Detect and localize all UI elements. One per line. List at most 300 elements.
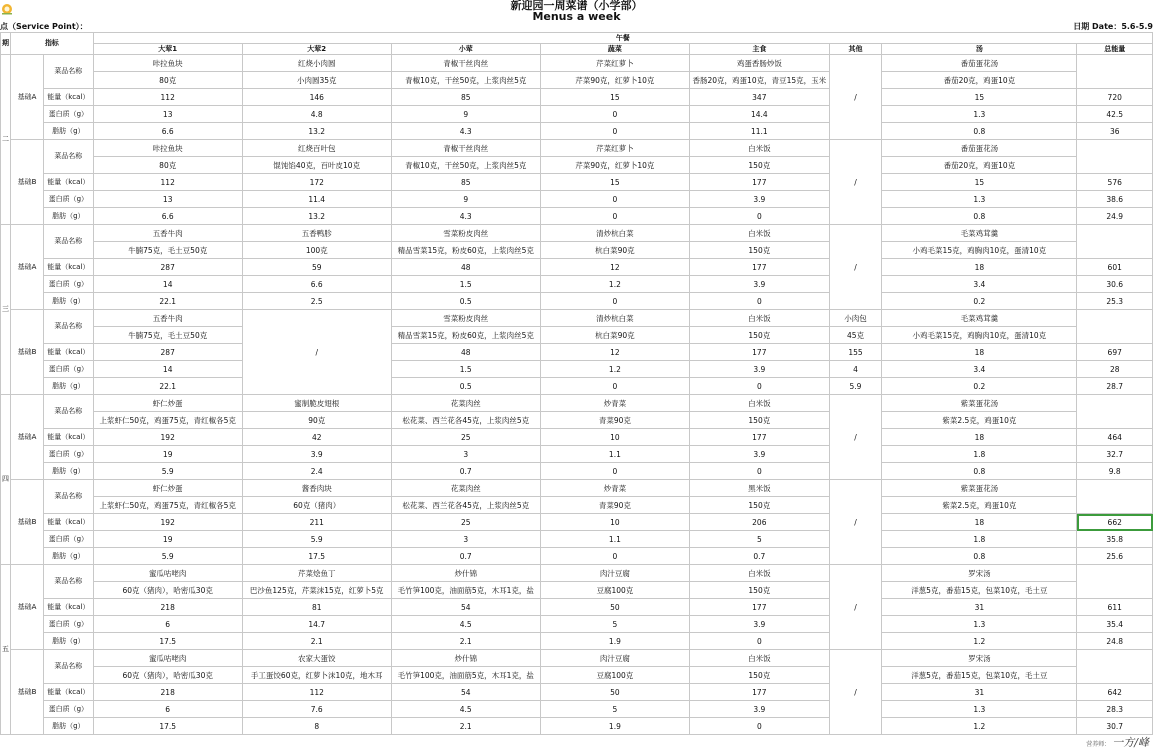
fat-value: 1.9 — [540, 718, 689, 735]
protein-value: 3 — [391, 446, 540, 463]
dish-name: 红烧小肉圆 — [242, 55, 391, 72]
dish-ingredients: 青菜90克 — [540, 497, 689, 514]
total-fat-value: 24.8 — [1077, 633, 1153, 650]
day-header: 期 — [1, 33, 11, 55]
fat-value: 0 — [540, 463, 689, 480]
menu-row-names — [1, 395, 1153, 412]
protein-label: 蛋白质（g） — [44, 361, 94, 378]
total-protein-value: 35.8 — [1077, 531, 1153, 548]
fat-value: 2.4 — [242, 463, 391, 480]
dish-name: 虾仁炒蛋 — [93, 480, 242, 497]
dish-name: 蜜瓜咕咾肉 — [93, 565, 242, 582]
energy-value: 10 — [540, 429, 689, 446]
protein-value: 1.2 — [540, 276, 689, 293]
total-fat-value: 25.3 — [1077, 293, 1153, 310]
total-fat-value: 25.6 — [1077, 548, 1153, 565]
fat-value: 5.9 — [93, 463, 242, 480]
dish-name: 鸡蛋香肠炒饭 — [689, 55, 829, 72]
total-energy-value: 601 — [1077, 259, 1153, 276]
total-blank — [1077, 565, 1153, 599]
dish-name: 紫菜蛋花汤 — [882, 480, 1077, 497]
protein-value: 0 — [540, 106, 689, 123]
day-cell: 四 — [1, 395, 11, 565]
indicator-header: 指标 — [11, 33, 94, 55]
menu-row-names — [1, 650, 1153, 667]
menu-row-names — [1, 140, 1153, 157]
dish-ingredients: 150克 — [689, 412, 829, 429]
protein-label: 蛋白质（g） — [44, 531, 94, 548]
fat-value: 0.8 — [882, 123, 1077, 140]
dish-ingredients: 香肠20克，鸡蛋10克，青豆15克，玉米 — [689, 72, 829, 89]
menu-row-ingredients — [1, 242, 1153, 259]
total-fat-value: 9.8 — [1077, 463, 1153, 480]
dish-name: 酱香肉块 — [242, 480, 391, 497]
fat-label: 脂肪（g） — [44, 123, 94, 140]
dish-name: 罗宋汤 — [882, 650, 1077, 667]
lunch-header: 午餐 — [93, 33, 1152, 44]
day-cell: 三 — [1, 225, 11, 395]
fat-value: 5.9 — [829, 378, 882, 395]
energy-value: 218 — [93, 684, 242, 701]
protein-value: 3.4 — [882, 361, 1077, 378]
menu-row-energy — [1, 514, 1153, 531]
group-cell: 基础B — [11, 480, 44, 565]
dish-name: 毛菜鸡茸羹 — [882, 225, 1077, 242]
dish-name: 番茄蛋花汤 — [882, 55, 1077, 72]
total-protein-value: 35.4 — [1077, 616, 1153, 633]
energy-value: 112 — [242, 684, 391, 701]
other-slash: / — [829, 395, 882, 480]
total-protein-value: 28 — [1077, 361, 1153, 378]
dish-name: 五香牛肉 — [93, 225, 242, 242]
group-cell: 基础B — [11, 650, 44, 735]
dish-ingredients: 150克 — [689, 242, 829, 259]
dish-name: 芹菜红萝卜 — [540, 140, 689, 157]
menu-row-names — [1, 310, 1153, 327]
energy-value: 50 — [540, 684, 689, 701]
dish-ingredients: 芹菜90克，红萝卜10克 — [540, 72, 689, 89]
fat-label: 脂肪（g） — [44, 633, 94, 650]
dish-name: 咔拉鱼块 — [93, 140, 242, 157]
menu-row-energy — [1, 599, 1153, 616]
menu-row-energy — [1, 89, 1153, 106]
energy-value: 192 — [93, 514, 242, 531]
protein-value: 14.4 — [689, 106, 829, 123]
energy-value: 31 — [882, 599, 1077, 616]
col-small: 小荤 — [391, 44, 540, 55]
fat-value: 13.2 — [242, 123, 391, 140]
fat-value: 22.1 — [93, 378, 242, 395]
energy-value: 146 — [242, 89, 391, 106]
energy-value: 81 — [242, 599, 391, 616]
protein-label: 蛋白质（g） — [44, 276, 94, 293]
name-label: 菜品名称 — [44, 650, 94, 684]
protein-value: 5.9 — [242, 531, 391, 548]
menu-row-protein — [1, 106, 1153, 123]
fat-value: 2.1 — [391, 718, 540, 735]
fat-value: 17.5 — [93, 718, 242, 735]
dish-name: 白米饭 — [689, 395, 829, 412]
group-cell: 基础B — [11, 140, 44, 225]
fat-value: 8 — [242, 718, 391, 735]
energy-value: 18 — [882, 259, 1077, 276]
dish-ingredients: 毛竹笋100克，油面筋5克，木耳1克，盐 — [391, 667, 540, 684]
energy-value: 25 — [391, 429, 540, 446]
dish-name: 炒青菜 — [540, 480, 689, 497]
fat-value: 6.6 — [93, 208, 242, 225]
name-label: 菜品名称 — [44, 225, 94, 259]
dish-name: 雪菜粉皮肉丝 — [391, 310, 540, 327]
energy-value: 112 — [93, 89, 242, 106]
energy-label: 能量（kcal） — [44, 259, 94, 276]
dish-ingredients: 小肉圆35克 — [242, 72, 391, 89]
dish-ingredients: 上浆虾仁50克，鸡蛋75克，青红椒各5克 — [93, 497, 242, 514]
other-slash: / — [829, 650, 882, 735]
dish-ingredients: 松花菜、西兰花各45克，上浆肉丝5克 — [391, 497, 540, 514]
name-label: 菜品名称 — [44, 395, 94, 429]
menu-row-fat — [1, 208, 1153, 225]
protein-value: 3.4 — [882, 276, 1077, 293]
protein-value: 1.3 — [882, 701, 1077, 718]
protein-label: 蛋白质（g） — [44, 446, 94, 463]
fat-label: 脂肪（g） — [44, 548, 94, 565]
protein-value: 3 — [391, 531, 540, 548]
protein-value: 7.6 — [242, 701, 391, 718]
energy-value: 177 — [689, 174, 829, 191]
protein-value: 1.8 — [882, 446, 1077, 463]
protein-value: 3.9 — [689, 616, 829, 633]
fat-value: 0.7 — [391, 548, 540, 565]
dish-ingredients: 手工蛋饺60克，红萝卜沫10克，地木耳 — [242, 667, 391, 684]
dish-name: 肉汁豆腐 — [540, 650, 689, 667]
signature: 一方/峰 — [1112, 736, 1149, 749]
name-label: 菜品名称 — [44, 480, 94, 514]
dish-ingredients: 150克 — [689, 667, 829, 684]
fat-value: 0 — [540, 548, 689, 565]
name-label: 菜品名称 — [44, 310, 94, 344]
fat-label: 脂肪（g） — [44, 293, 94, 310]
fat-value: 17.5 — [93, 633, 242, 650]
energy-value: 177 — [689, 429, 829, 446]
protein-value: 5 — [689, 531, 829, 548]
total-fat-value: 24.9 — [1077, 208, 1153, 225]
protein-value: 1.5 — [391, 361, 540, 378]
dish-name: 农家大蛋饺 — [242, 650, 391, 667]
day-cell: 五 — [1, 565, 11, 735]
protein-label: 蛋白质（g） — [44, 191, 94, 208]
menu-row-names — [1, 480, 1153, 497]
other-slash: / — [829, 225, 882, 310]
energy-value: 211 — [242, 514, 391, 531]
fat-value: 0.7 — [391, 463, 540, 480]
dish-name: 雪菜粉皮肉丝 — [391, 225, 540, 242]
protein-value: 19 — [93, 446, 242, 463]
total-energy-value: 697 — [1077, 344, 1153, 361]
page-subtitle: Menus a week — [532, 10, 621, 23]
protein-label: 蛋白质（g） — [44, 616, 94, 633]
energy-label: 能量（kcal） — [44, 89, 94, 106]
group-cell: 基础B — [11, 310, 44, 395]
group-cell: 基础A — [11, 225, 44, 310]
menu-row-ingredients — [1, 667, 1153, 684]
energy-label: 能量（kcal） — [44, 344, 94, 361]
fat-value: 2.1 — [242, 633, 391, 650]
menu-row-fat — [1, 463, 1153, 480]
dish-ingredients: 杭白菜90克 — [540, 327, 689, 344]
menu-row-ingredients — [1, 497, 1153, 514]
protein-value: 6.6 — [242, 276, 391, 293]
total-protein-value: 30.6 — [1077, 276, 1153, 293]
col-dish1: 大荤1 — [93, 44, 242, 55]
energy-value: 218 — [93, 599, 242, 616]
fat-value: 17.5 — [242, 548, 391, 565]
protein-value: 1.2 — [540, 361, 689, 378]
dish-ingredients: 青椒10克，干丝50克，上浆肉丝5克 — [391, 72, 540, 89]
fat-value: 0 — [689, 718, 829, 735]
protein-value: 13 — [93, 191, 242, 208]
energy-value: 50 — [540, 599, 689, 616]
protein-value: 3.9 — [242, 446, 391, 463]
group-cell: 基础A — [11, 395, 44, 480]
dish-ingredients: 小鸡毛菜15克，鸡胸肉10克，蛋清10克 — [882, 242, 1077, 259]
name-label: 菜品名称 — [44, 140, 94, 174]
dish-name: 虾仁炒蛋 — [93, 395, 242, 412]
dish-name: 清炒杭白菜 — [540, 225, 689, 242]
dish-ingredients: 90克 — [242, 412, 391, 429]
dish2-slash: / — [242, 310, 391, 395]
dish-ingredients: 洋葱5克，番茄15克，包菜10克，毛土豆 — [882, 582, 1077, 599]
fat-value: 22.1 — [93, 293, 242, 310]
energy-value: 112 — [93, 174, 242, 191]
dish-ingredients: 毛竹笋100克，油面筋5克，木耳1克，盐 — [391, 582, 540, 599]
menu-table — [0, 32, 1153, 735]
other-slash: / — [829, 140, 882, 225]
protein-value: 5 — [540, 616, 689, 633]
fat-label: 脂肪（g） — [44, 378, 94, 395]
protein-value: 3.9 — [689, 191, 829, 208]
energy-label: 能量（kcal） — [44, 684, 94, 701]
protein-value: 6 — [93, 701, 242, 718]
energy-value: 48 — [391, 344, 540, 361]
protein-value: 9 — [391, 106, 540, 123]
menu-row-fat — [1, 293, 1153, 310]
protein-value: 5 — [540, 701, 689, 718]
menu-row-fat — [1, 378, 1153, 395]
fat-label: 脂肪（g） — [44, 718, 94, 735]
menu-row-ingredients — [1, 157, 1153, 174]
dish-ingredients: 150克 — [689, 582, 829, 599]
fat-value: 0.2 — [882, 293, 1077, 310]
protein-value: 1.8 — [882, 531, 1077, 548]
energy-value: 18 — [882, 514, 1077, 531]
protein-value: 1.1 — [540, 446, 689, 463]
energy-label: 能量（kcal） — [44, 599, 94, 616]
energy-value: 42 — [242, 429, 391, 446]
dish-name: 白米饭 — [689, 140, 829, 157]
menu-row-names — [1, 55, 1153, 72]
dish-ingredients: 豆腐100克 — [540, 667, 689, 684]
dish-ingredients: 芹菜90克，红萝卜10克 — [540, 157, 689, 174]
total-blank — [1077, 395, 1153, 429]
page-title: 新迎园一周菜谱（小学部） — [510, 0, 643, 12]
selected-cell[interactable]: 662 — [1077, 514, 1153, 531]
total-fat-value: 28.7 — [1077, 378, 1153, 395]
dish-ingredients: 80克 — [93, 72, 242, 89]
energy-value: 10 — [540, 514, 689, 531]
dish-ingredients: 45克 — [829, 327, 882, 344]
total-protein-value: 32.7 — [1077, 446, 1153, 463]
fat-value: 0 — [689, 208, 829, 225]
energy-value: 15 — [540, 174, 689, 191]
dish-name: 白米饭 — [689, 650, 829, 667]
total-blank — [1077, 140, 1153, 174]
menu-row-energy — [1, 174, 1153, 191]
energy-value: 54 — [391, 684, 540, 701]
fat-value: 0.5 — [391, 378, 540, 395]
protein-value: 3.9 — [689, 361, 829, 378]
fat-value: 0.7 — [689, 548, 829, 565]
dish-name: 花菜肉丝 — [391, 480, 540, 497]
name-label: 菜品名称 — [44, 565, 94, 599]
energy-value: 31 — [882, 684, 1077, 701]
energy-label: 能量（kcal） — [44, 514, 94, 531]
dish-ingredients: 番茄20克，鸡蛋10克 — [882, 157, 1077, 174]
menu-row-protein — [1, 701, 1153, 718]
dish-ingredients: 100克 — [242, 242, 391, 259]
menu-row-energy — [1, 684, 1153, 701]
energy-value: 287 — [93, 344, 242, 361]
energy-value: 287 — [93, 259, 242, 276]
dish-ingredients: 牛腩75克，毛土豆50克 — [93, 242, 242, 259]
fat-value: 11.1 — [689, 123, 829, 140]
protein-value: 19 — [93, 531, 242, 548]
dish-name: 青椒干丝肉丝 — [391, 140, 540, 157]
dish-ingredients: 60克（猪肉），哈密瓜30克 — [93, 582, 242, 599]
date-label: 日期 Date：5.6-5.9 — [1073, 22, 1153, 31]
dish-name: 咔拉鱼块 — [93, 55, 242, 72]
dish-name: 番茄蛋花汤 — [882, 140, 1077, 157]
dish-ingredients: 巴沙鱼125克，芹菜沫15克，红萝卜5克 — [242, 582, 391, 599]
menu-row-protein — [1, 616, 1153, 633]
dish-ingredients: 洋葱5克，番茄15克，包菜10克，毛土豆 — [882, 667, 1077, 684]
fat-value: 0 — [540, 208, 689, 225]
col-other: 其他 — [829, 44, 882, 55]
energy-value: 192 — [93, 429, 242, 446]
menu-row-ingredients — [1, 582, 1153, 599]
fat-value: 1.2 — [882, 718, 1077, 735]
energy-value: 177 — [689, 259, 829, 276]
total-blank — [1077, 55, 1153, 89]
fat-value: 2.1 — [391, 633, 540, 650]
fat-value: 5.9 — [93, 548, 242, 565]
dish-name: 五香鸭胗 — [242, 225, 391, 242]
dish-name: 炒什锦 — [391, 650, 540, 667]
protein-value: 3.9 — [689, 276, 829, 293]
total-protein-value: 42.5 — [1077, 106, 1153, 123]
protein-value: 1.3 — [882, 616, 1077, 633]
dish-name: 芹菜红萝卜 — [540, 55, 689, 72]
dish-name: 蜜瓜咕咾肉 — [93, 650, 242, 667]
dish-ingredients: 150克 — [689, 157, 829, 174]
fat-value: 0.5 — [391, 293, 540, 310]
other-slash: / — [829, 565, 882, 650]
fat-value: 4.3 — [391, 123, 540, 140]
energy-value: 48 — [391, 259, 540, 276]
energy-value: 177 — [689, 344, 829, 361]
protein-value: 6 — [93, 616, 242, 633]
fat-value: 1.2 — [882, 633, 1077, 650]
group-cell: 基础A — [11, 565, 44, 650]
dish-name: 毛菜鸡茸羹 — [882, 310, 1077, 327]
energy-value: 172 — [242, 174, 391, 191]
menu-row-names — [1, 565, 1153, 582]
menu-row-fat — [1, 718, 1153, 735]
total-blank — [1077, 480, 1153, 514]
protein-value: 3.9 — [689, 701, 829, 718]
dish-ingredients: 杭白菜90克 — [540, 242, 689, 259]
menu-row-energy — [1, 259, 1153, 276]
fat-value: 6.6 — [93, 123, 242, 140]
total-energy-value: 611 — [1077, 599, 1153, 616]
dish-ingredients: 松花菜、西兰花各45克，上浆肉丝5克 — [391, 412, 540, 429]
col-veg: 蔬菜 — [540, 44, 689, 55]
fat-label: 脂肪（g） — [44, 208, 94, 225]
energy-value: 54 — [391, 599, 540, 616]
fat-value: 0 — [540, 293, 689, 310]
total-energy-value: 576 — [1077, 174, 1153, 191]
menu-row-names — [1, 225, 1153, 242]
signer — [1086, 734, 1149, 750]
menu-row-ingredients — [1, 72, 1153, 89]
energy-value: 25 — [391, 514, 540, 531]
fat-value: 0.8 — [882, 548, 1077, 565]
dish-name: 小肉包 — [829, 310, 882, 327]
dish-ingredients: 80克 — [93, 157, 242, 174]
protein-value: 1.1 — [540, 531, 689, 548]
dish-ingredients: 牛腩75克，毛土豆50克 — [93, 327, 242, 344]
energy-value: 12 — [540, 259, 689, 276]
menu-row-protein — [1, 191, 1153, 208]
fat-value: 4.3 — [391, 208, 540, 225]
energy-value: 177 — [689, 684, 829, 701]
fat-value: 0 — [689, 633, 829, 650]
dish-name: 芹菜烩鱼丁 — [242, 565, 391, 582]
menu-row-protein — [1, 446, 1153, 463]
dish-ingredients: 精品雪菜15克，粉皮60克，上浆肉丝5克 — [391, 242, 540, 259]
dish-ingredients: 上浆虾仁50克，鸡蛋75克，青红椒各5克 — [93, 412, 242, 429]
total-protein-value: 38.6 — [1077, 191, 1153, 208]
fat-value: 0 — [689, 378, 829, 395]
dish-ingredients: 豆腐100克 — [540, 582, 689, 599]
dish-name: 白米饭 — [689, 310, 829, 327]
dish-name: 红烧百叶包 — [242, 140, 391, 157]
protein-value: 14.7 — [242, 616, 391, 633]
fat-value: 13.2 — [242, 208, 391, 225]
protein-value: 0 — [540, 191, 689, 208]
dish-name: 花菜肉丝 — [391, 395, 540, 412]
dish-name: 黑米饭 — [689, 480, 829, 497]
total-blank — [1077, 650, 1153, 684]
fat-label: 脂肪（g） — [44, 463, 94, 480]
total-fat-value: 36 — [1077, 123, 1153, 140]
energy-value: 18 — [882, 344, 1077, 361]
energy-value: 15 — [882, 174, 1077, 191]
dish-ingredients: 150克 — [689, 327, 829, 344]
col-dish2: 大荤2 — [242, 44, 391, 55]
total-blank — [1077, 225, 1153, 259]
total-energy-value: 642 — [1077, 684, 1153, 701]
dish-name: 清炒杭白菜 — [540, 310, 689, 327]
